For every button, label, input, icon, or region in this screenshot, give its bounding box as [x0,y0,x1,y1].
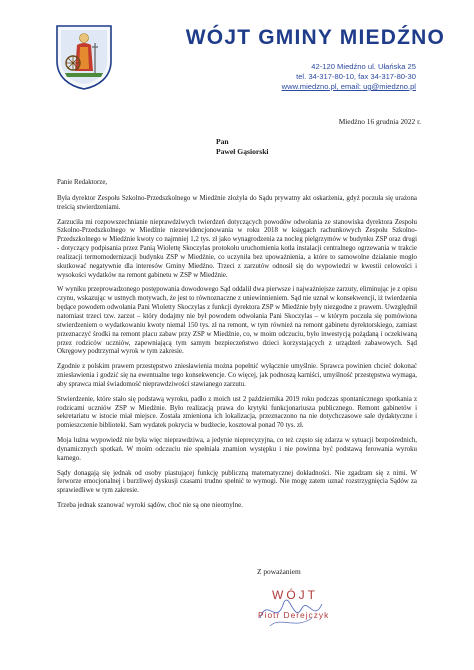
letter-date: Miedźno 16 grudnia 2022 r. [338,117,421,126]
letter-body [57,179,417,517]
web-email-line[interactable]: www.miedzno.pl, email: ug@miedzno.pl [281,82,416,91]
recipient-title: Pan [216,137,229,146]
paragraph-6: Moja luźna wypowiedź nie była więc nieprawdziwa, a jedynie nieprecyzyjna, co też często się zdarza w sytuacji bezpośrednich, dynamicznych spotkań. W moim odczuciu nie spełniała znamion występku i nie powinna być podstawą ferowania wyroku karnego. [57,437,417,462]
stamp-title: WÓJT [272,588,318,602]
address-line: 42-120 Miedźno ul. Ułańska 25 [311,62,416,71]
coat-of-arms-icon [53,23,115,91]
letterhead-contact [282,62,416,92]
closing-phrase: Z poważaniem [257,567,301,576]
phone-line: tel. 34-317-80-10, fax 34-317-80-30 [296,72,416,81]
stamp-name: Piotr Derejczyk [258,610,330,620]
salutation: Panie Redaktorze, [57,179,108,186]
paragraph-3: W wyniku przeprowadzonego postępowania dowodowego Sąd oddalił dwa pierwsze i najważniejsze zarzuty, eliminując je z opisu czynu, wskazując w ustnych motywach, że jest to równoznaczne z uniewinnieniem. Sąd nie uznał w konsekwencji, iż twierdzenia będące powodem odwołania Pani Wioletty Skoczylas z funkcji dyrektora ZSP w Miedźnie były niezgodne z prawem. Uwzględnił natomiast trzeci tzw. zarzut – który dodajmy nie był powodem odwołania Pani Skoczylas – w którym poczuła się pomówiona stwierdzeniem o wydatkowaniu kwoty niemal 150 tys. zł na remont, w tym również na remont gabinetu dyrektorskiego, zamiast przeznaczyć środki na remont placu zabaw przy ZSP w Miedźnie, co, w moim odczuciu, było inwestycją pożądaną i oczekiwaną przez rodziców uczniów, zapewniającą tym samym bezpieczeństwo dzieci korzystających z urządzeń zabawowych. Sąd Okręgowy podtrzymał wyrok w tym zakresie. [57,286,417,356]
paragraph-2: Zarzuciła mi rozpowszechnianie nieprawdziwych twierdzeń dotyczących powodów odwołania ze stanowiska dyrektora Zespołu Szkolno-Przedszkolnego w Miedźnie niezewidencjonowania w roku 2018 w księgach rachunkowych Zespołu Szkolno-Przedszkolnego w Miedźnie kwoty co najmniej 1,2 tys. zł jako wynagrodzenia za nocleg pielgrzymów w budynku ZSP oraz drugi - dotyczący podpisania przez Panią Wiolettę Skoczylas protokołu uruchomienia kotła instalacji centralnego ogrzewania w trakcie realizacji termomodernizacji budynku ZSP w Miedźnie, co uczyniła bez upoważnienia, a które to samowolne działanie mogło skutkować negatywnie dla interesów Gminy Miedźno. Trzeci z zarzutów odnosił się do wypowiedzi w kwestii celowości i wysokości wydatków na remont gabinetu w ZSP w Miedźnie. [57,218,417,279]
paragraph-7: Sądy donagają się jednak od osoby piastującej funkcję publiczną matematycznej dokładności. Nie zgadzam się z nimi. W ferworze emocjonalnej i burzliwej dyskusji czasami trudno spełnić te wymogi. Nie mogę zatem uznać rozstrzygnięcia Sądów za sprawiedliwe w tym zakresie. [57,469,417,495]
paragraph-4: Zgodnie z polskim prawem przestępstwo zniesławienia można popełnić wyłącznie umyślnie. Sprawca powinien chcieć dokonać zniesławienia i godzić się na ewentualne tego konsekwencje. Co więcej, jak podnoszą karniści, umyślność przestępstwa wymaga, aby sprawca miał świadomość nieprawdziwości stawianego zarzutu. [57,363,417,388]
signature-stamp [250,588,340,636]
paragraph-5: Stwierdzenie, które stało się podstawą wyroku, padło z moich ust 2 października 2019 roku podczas spontanicznego spotkania z rodzicami uczniów ZSP w Miedźnie. Było realizacją prawa do krytyki funkcjonariusza publicznego. Remont gabinetów i sekretariatu w istocie miał miejsce. Została zmieniona ich lokalizacja, przeznaczono na nie dotychczasowe sale dydaktyczne i pomieszczenie biblioteki. Sam wydatek pokrycia w budżecie, kosztował ponad 70 tys. zł. [57,395,417,430]
paragraph-1: Była dyrektor Zespołu Szkolno-Przedszkolnego w Miedźnie złożyła do Sądu prywatny akt oskarżenia, gdyż poczuła się urażona treścią stwierdzeniami. [57,194,417,211]
letterhead-title: WÓJT GMINY MIEDŹNO [185,26,445,49]
recipient-block [216,137,269,157]
paragraph-8: Trzeba jednak szanować wyroki sądów, choć nie są one nieomylne. [57,502,243,510]
recipient-name: Paweł Gąsiorski [216,147,269,156]
